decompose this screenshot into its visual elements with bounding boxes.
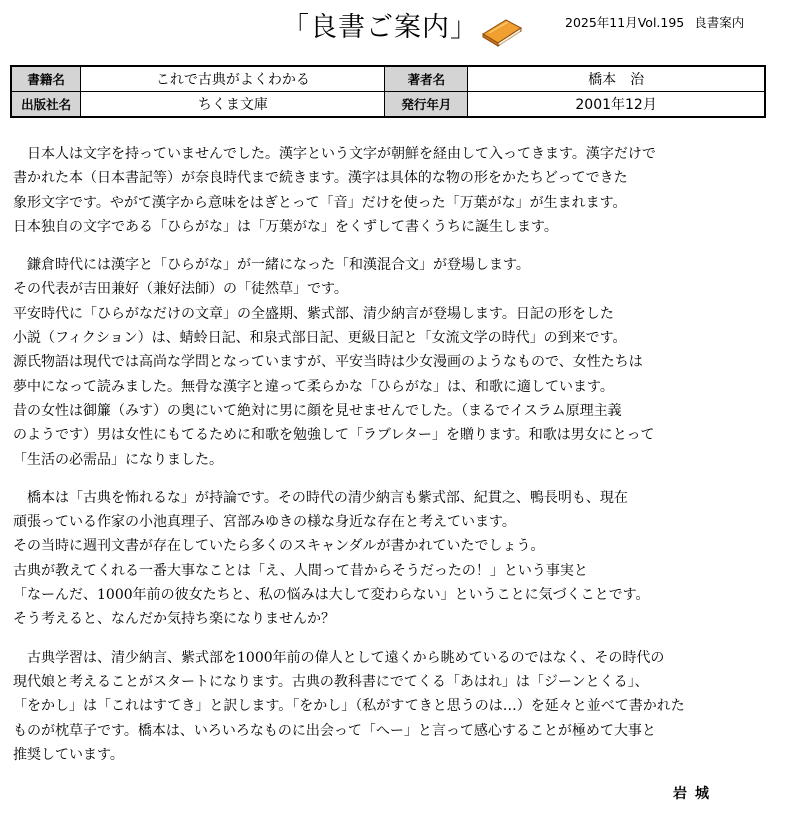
text-line: 古典学習は、清少納言、紫式部を1000年前の偉人として遠くから眺めているのではなく、その時代の — [13, 649, 665, 666]
text-line: 鎌倉時代には漢字と「ひらがな」が一緒になった「和漢混合文」が登場します。 — [13, 257, 530, 274]
table-row — [11, 66, 765, 92]
text-line: 源氏物語は現代では高尚な学問となっていますが、平安当時は少女漫画のようなもので、女性たちは — [13, 354, 643, 371]
author-signature: 岩城 — [673, 786, 717, 802]
book-title-value: これで古典がよくわかる — [81, 66, 385, 92]
text-line: 頑張っている作家の小池真理子、宮部みゆきの様な身近な存在と考えています。 — [13, 514, 516, 531]
table-row — [11, 92, 765, 118]
paragraph-4 — [13, 646, 793, 767]
review-body — [13, 142, 793, 781]
paragraph-1 — [13, 142, 793, 239]
book-icon — [480, 14, 524, 48]
text-line: 日本独自の文字である「ひらがな」は「万葉がな」をくずして書くうちに誕生します。 — [13, 218, 558, 235]
publish-date-label: 発行年月 — [385, 92, 468, 118]
text-line: のようです）男は女性にもてるために和歌を勉強して「ラブレター」を贈ります。和歌は男女にとって — [13, 427, 655, 444]
book-info-table — [10, 65, 766, 118]
section-name: 良書案内 — [694, 15, 745, 30]
text-line: 書かれた本（日本書記等）が奈良時代まで続きます。漢字は具体的な物の形をかたちどってできた — [13, 170, 628, 187]
text-line: 平安時代に「ひらがなだけの文章」の全盛期、紫式部、清少納言が登場します。日記の形をした — [13, 305, 614, 322]
author-value: 橋本 治 — [468, 66, 765, 92]
text-line: 日本人は文字を持っていませんでした。漢字という文字が朝鮮を経由して入ってきます。漢字だけで — [13, 146, 656, 162]
text-line: 古典が教えてくれる一番大事なことは「え、人間って昔からそうだったの！」という事実と — [13, 562, 588, 579]
text-line: 「なーんだ、1000年前の彼女たちと、私の悩みは大して変わらない」ということに気づくことです。 — [13, 587, 650, 604]
text-line: 小説（フィクション）は、蜻蛉日記、和泉式部日記、更級日記と「女流文学の時代」の到来です。 — [13, 330, 627, 347]
publisher-value: ちくま文庫 — [81, 92, 385, 118]
text-line: 橋本は「古典を怖れるな」が持論です。その時代の清少納言も紫式部、紀貫之、鴨長明も、現在 — [13, 489, 628, 506]
paragraph-3 — [13, 486, 793, 632]
text-line: 現代娘と考えることがスタートになります。古典の教科書にでてくる「あはれ」は「ジーンとくる」、 — [13, 673, 649, 690]
publish-date-value: 2001年12月 — [468, 92, 765, 118]
book-title-label: 書籍名 — [11, 66, 81, 92]
text-line: 夢中になって読みました。無骨な漢字と違って柔らかな「ひらがな」は、和歌に適しています。 — [13, 378, 614, 395]
paragraph-2 — [13, 253, 793, 472]
text-line: ものが枕草子です。橋本は、いろいろなものに出会って「へー」と言って感心することが極めて大事と — [13, 722, 656, 739]
text-line: 「をかし」は「これはすてき」と訳します。「をかし」（私がすてきと思うのは…）を延々と並べて書かれた — [13, 698, 685, 715]
text-line: その当時に週刊文書が存在していたら多くのスキャンダルが書かれていたでしょう。 — [13, 538, 545, 555]
page-title: 「良書ご案内」 — [282, 12, 478, 43]
text-line: 昔の女性は御簾（みす）の奥にいて絶対に男に顔を見せませんでした。（まるでイスラム原理主義 — [13, 402, 622, 419]
issue-number: 2025年11月Vol.195 — [565, 15, 685, 30]
text-line: 「生活の必需品」になりました。 — [13, 451, 223, 468]
text-line: そう考えると、なんだか気持ち楽になりませんか？ — [13, 611, 335, 628]
issue-info — [565, 13, 744, 31]
text-line: その代表が吉田兼好（兼好法師）の「徒然草」です。 — [13, 281, 348, 298]
author-label: 著者名 — [385, 66, 468, 92]
text-line: 推奨しています。 — [13, 746, 124, 763]
publisher-label: 出版社名 — [11, 92, 81, 118]
text-line: 象形文字です。やがて漢字から意味をはぎとって「音」だけを使った「万葉がな」が生まれます。 — [13, 194, 627, 211]
